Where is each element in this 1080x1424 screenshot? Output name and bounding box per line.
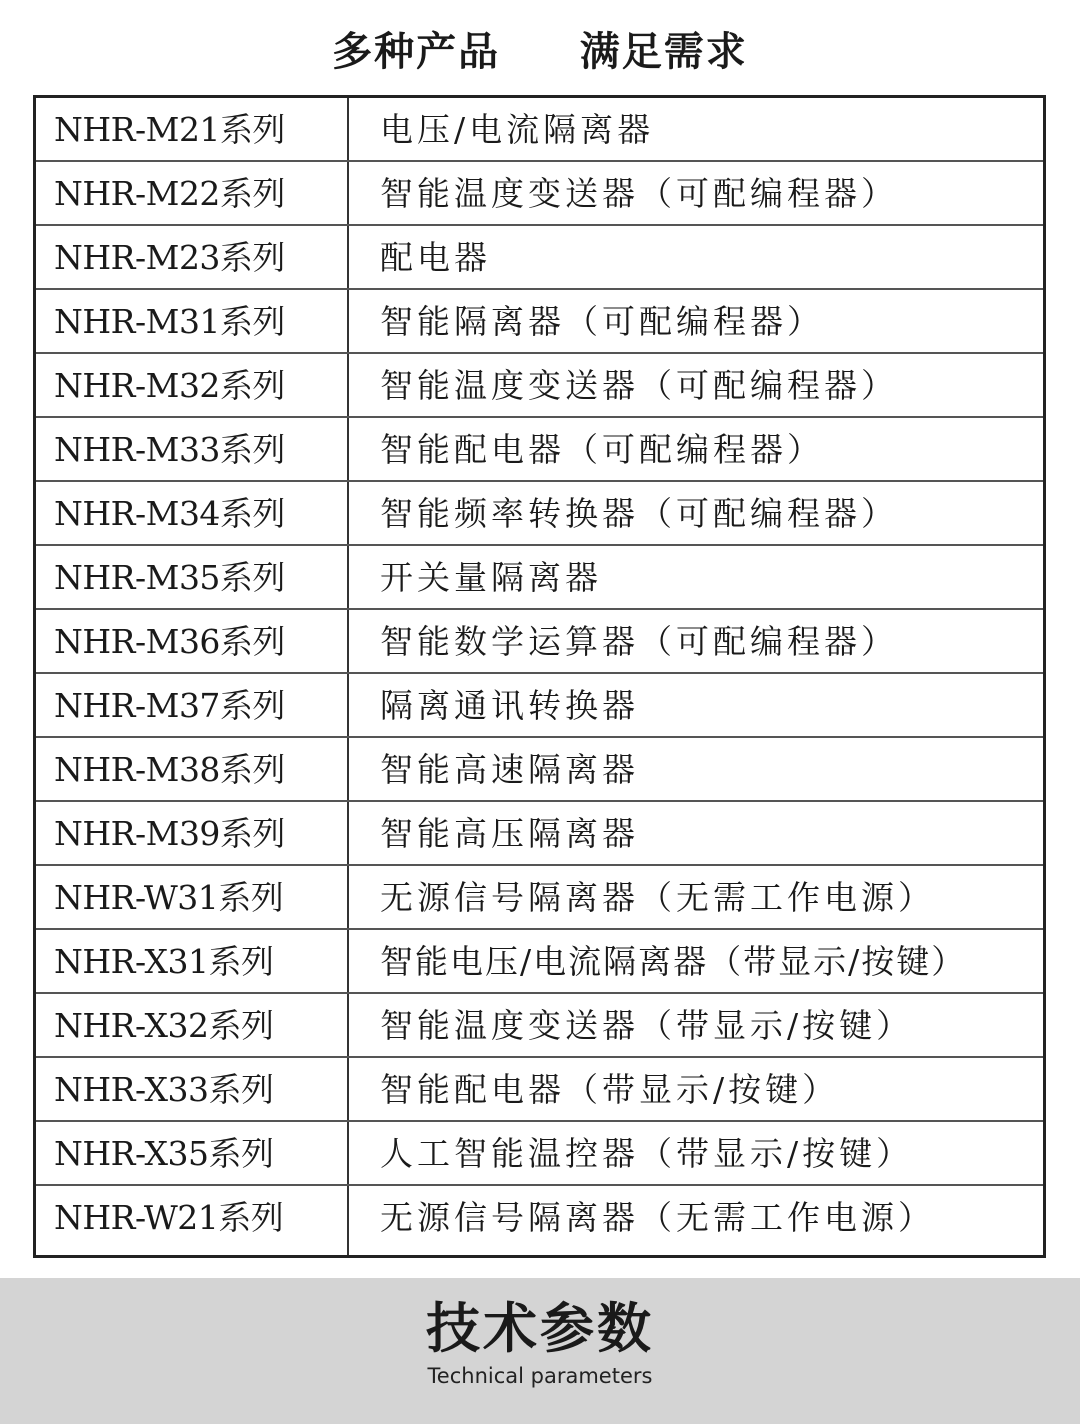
table-row (36, 674, 1043, 738)
series-cell: NHR-M21系列 (54, 110, 285, 149)
series-cell: NHR-M31系列 (54, 302, 285, 341)
description-cell: 智能隔离器（可配编程器） (380, 302, 824, 341)
description-cell: 智能温度变送器（可配编程器） (380, 366, 898, 405)
table-row (36, 546, 1043, 610)
description-cell: 人工智能温控器（带显示/按键） (380, 1134, 914, 1173)
series-cell: NHR-X33系列 (54, 1070, 274, 1109)
table-row (36, 802, 1043, 866)
description-cell: 智能温度变送器（可配编程器） (380, 174, 898, 213)
description-cell: 智能配电器（带显示/按键） (380, 1070, 840, 1109)
description-cell: 智能高速隔离器 (380, 750, 639, 789)
series-cell: NHR-X35系列 (54, 1134, 274, 1173)
series-cell: NHR-M35系列 (54, 558, 285, 597)
section-subtitle: Technical parameters (427, 1364, 653, 1388)
description-cell: 智能配电器（可配编程器） (380, 430, 824, 469)
series-cell: NHR-M22系列 (54, 174, 285, 213)
description-cell: 智能频率转换器（可配编程器） (380, 494, 898, 533)
table-row (36, 994, 1043, 1058)
description-cell: 智能电压/电流隔离器（带显示/按键） (380, 942, 967, 981)
series-cell: NHR-X31系列 (54, 942, 274, 981)
table-row (36, 98, 1043, 162)
table-row (36, 1186, 1043, 1250)
description-cell: 开关量隔离器 (380, 558, 602, 597)
series-cell: NHR-M33系列 (54, 430, 285, 469)
series-cell: NHR-X32系列 (54, 1006, 274, 1045)
table-row (36, 738, 1043, 802)
page-title: 多种产品 满足需求 (332, 29, 748, 75)
series-cell: NHR-M36系列 (54, 622, 285, 661)
description-cell: 电压/电流隔离器 (380, 110, 655, 149)
description-cell: 无源信号隔离器（无需工作电源） (380, 878, 935, 917)
table-row (36, 226, 1043, 290)
table-row (36, 610, 1043, 674)
section-title: 技术参数 (426, 1297, 654, 1360)
series-cell: NHR-W31系列 (54, 878, 284, 917)
series-cell: NHR-M32系列 (54, 366, 285, 405)
product-series-table (33, 95, 1046, 1258)
table-row (36, 1058, 1043, 1122)
series-cell: NHR-M23系列 (54, 238, 285, 277)
series-cell: NHR-M38系列 (54, 750, 285, 789)
table-row (36, 354, 1043, 418)
series-cell: NHR-W21系列 (54, 1198, 284, 1237)
series-cell: NHR-M39系列 (54, 814, 285, 853)
description-cell: 智能温度变送器（带显示/按键） (380, 1006, 914, 1045)
table-row (36, 418, 1043, 482)
table-row (36, 162, 1043, 226)
table-row (36, 1122, 1043, 1186)
table-row (36, 930, 1043, 994)
description-cell: 配电器 (380, 238, 491, 277)
section-header-band (0, 1278, 1080, 1424)
series-cell: NHR-M37系列 (54, 686, 285, 725)
table-row (36, 290, 1043, 354)
series-cell: NHR-M34系列 (54, 494, 285, 533)
description-cell: 智能高压隔离器 (380, 814, 639, 853)
table-row (36, 866, 1043, 930)
description-cell: 智能数学运算器（可配编程器） (380, 622, 898, 661)
description-cell: 无源信号隔离器（无需工作电源） (380, 1198, 935, 1237)
table-row (36, 482, 1043, 546)
description-cell: 隔离通讯转换器 (380, 686, 639, 725)
